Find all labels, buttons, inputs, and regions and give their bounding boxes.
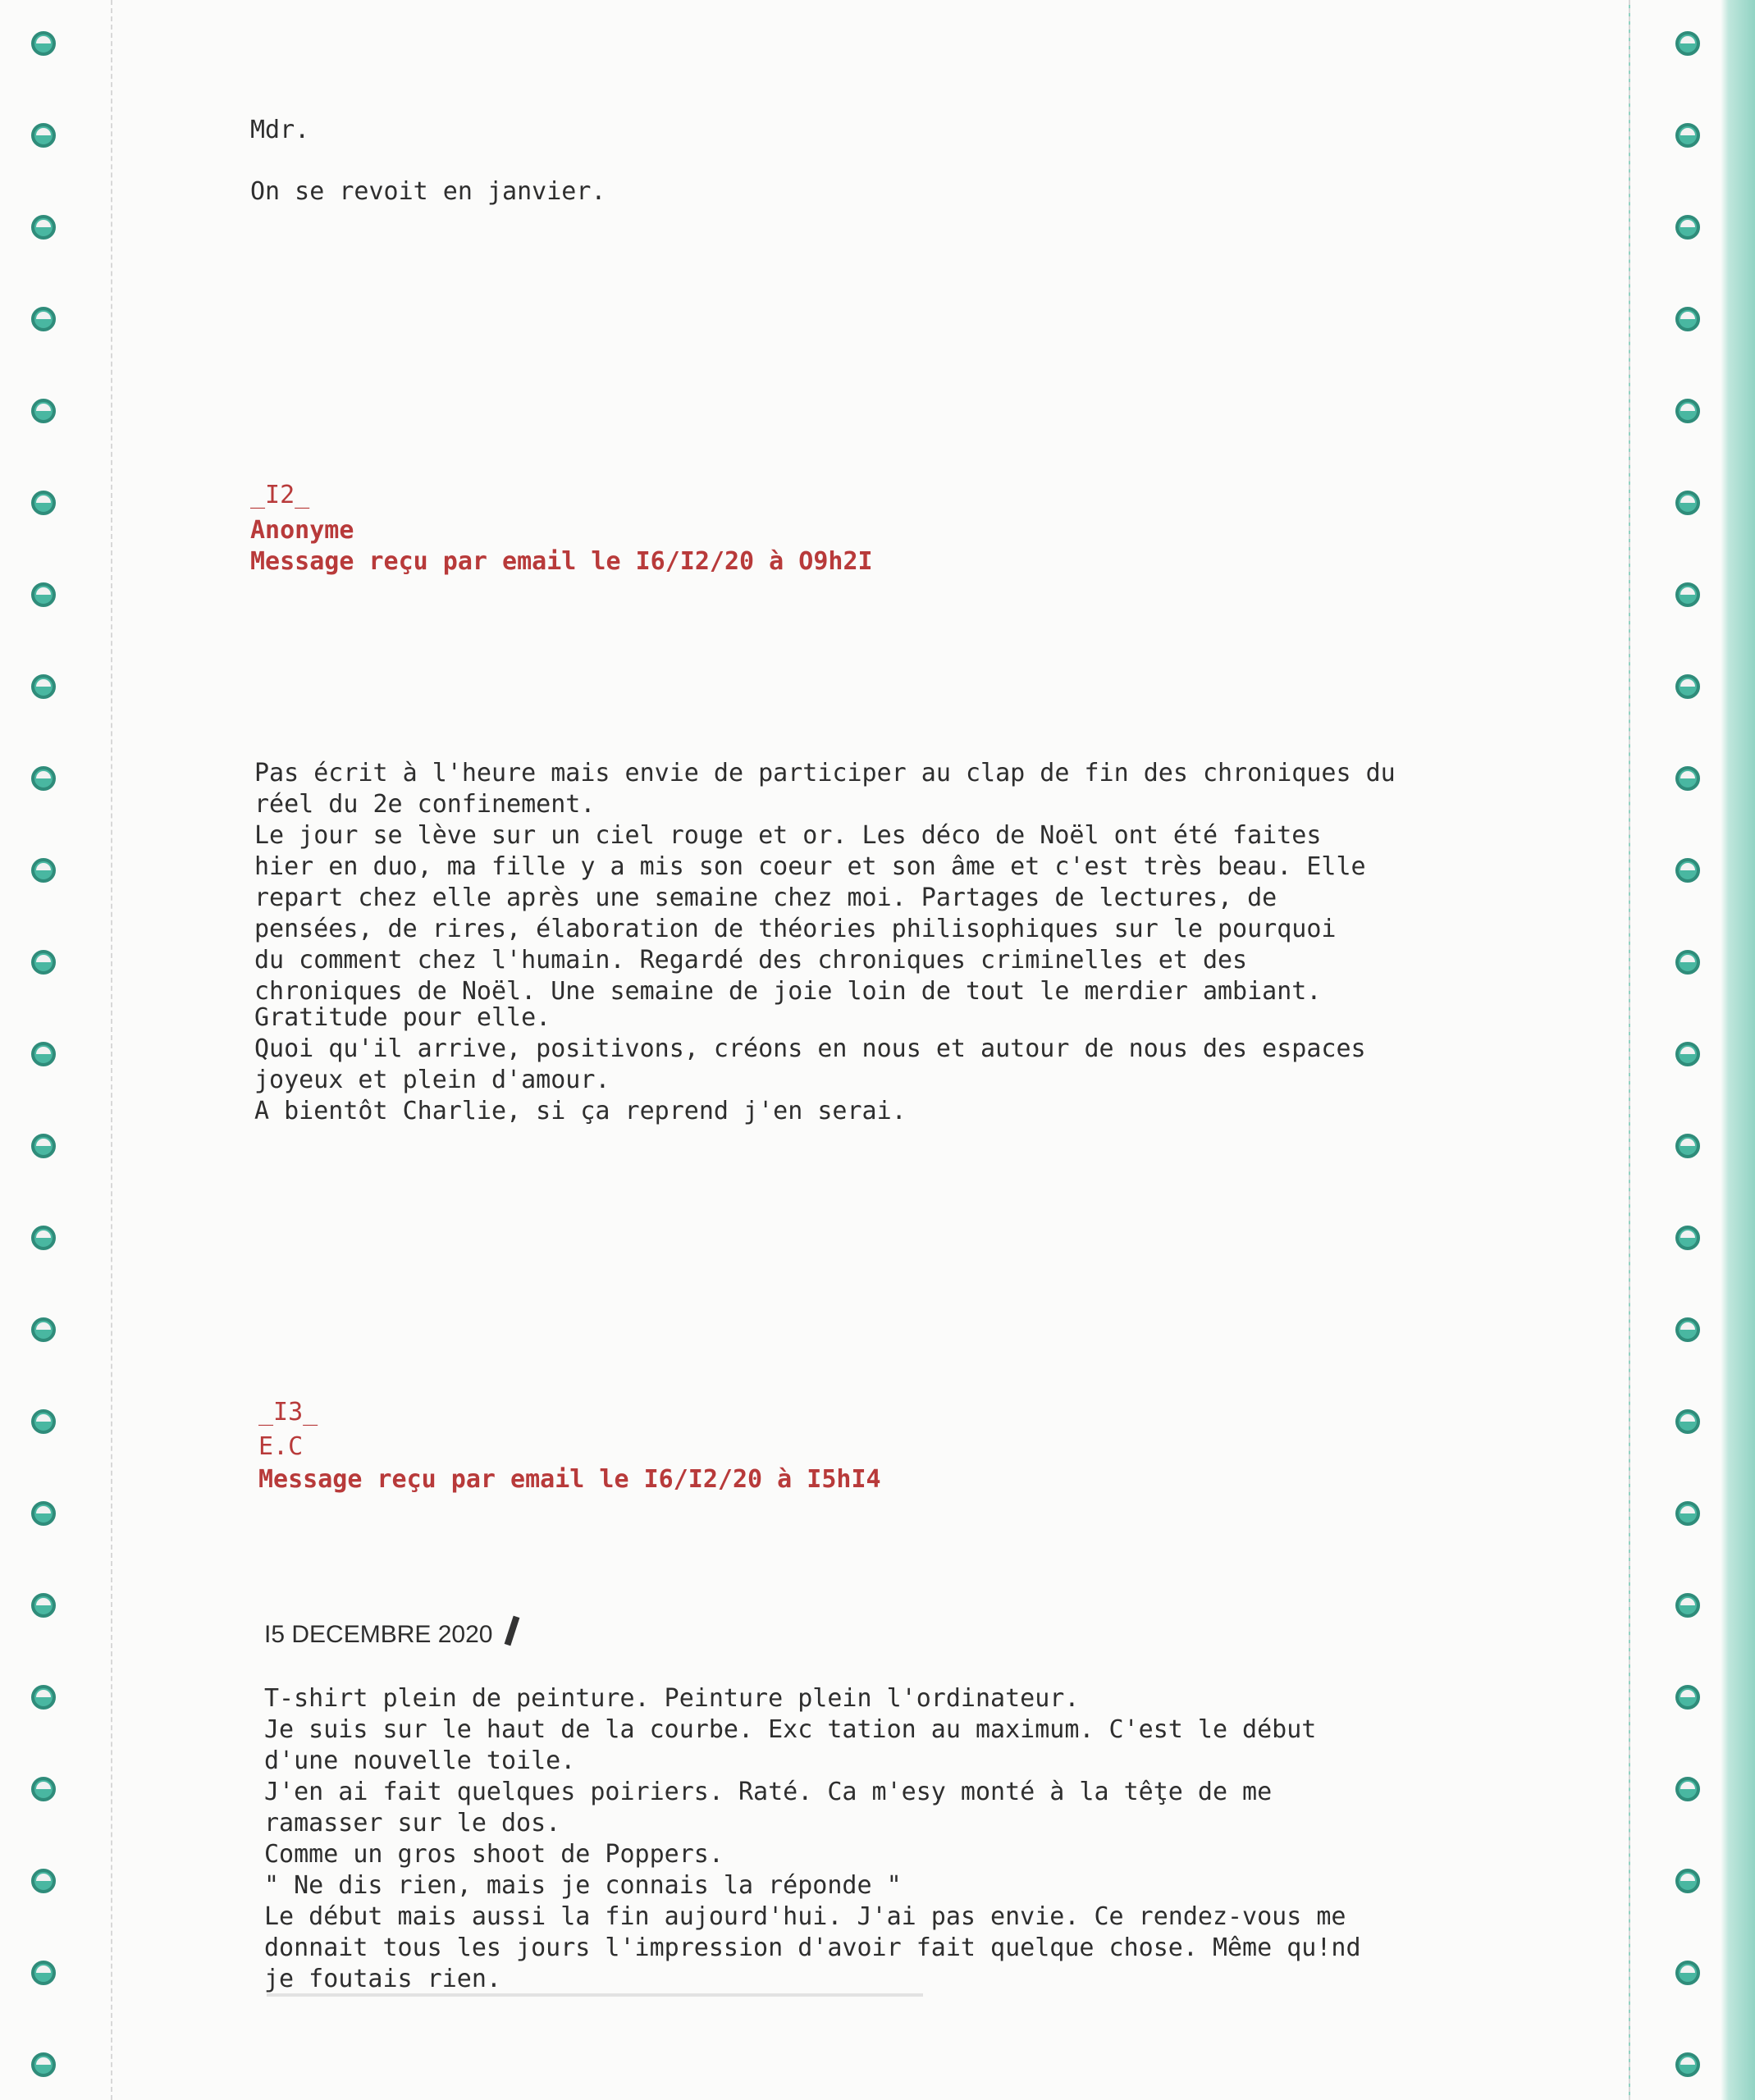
- sprocket-hole: [31, 766, 56, 791]
- entry-12-number: _I2_: [250, 481, 310, 509]
- sprocket-hole: [1675, 31, 1700, 56]
- entry-12-line: Le jour se lève sur un ciel rouge et or. Les déco de Noël ont été faites: [254, 821, 1322, 850]
- sprocket-hole: [1675, 307, 1700, 331]
- sprocket-hole: [31, 307, 56, 331]
- sprocket-hole: [31, 1409, 56, 1434]
- sprocket-hole: [1675, 1134, 1700, 1158]
- sprocket-hole: [31, 582, 56, 607]
- sprocket-hole: [1675, 1961, 1700, 1985]
- sprocket-hole: [1675, 1501, 1700, 1526]
- sprocket-hole: [1675, 1226, 1700, 1250]
- entry-12-line: réel du 2e confinement.: [254, 790, 596, 819]
- entry-12-line: hier en duo, ma fille y a mis son coeur et son âme et c'est très beau. Elle: [254, 852, 1366, 881]
- sprocket-hole: [1675, 399, 1700, 423]
- sprocket-hole: [31, 1777, 56, 1801]
- sprocket-hole: [31, 1685, 56, 1710]
- sprocket-hole: [31, 1042, 56, 1066]
- sprocket-hole: [1675, 1042, 1700, 1066]
- entry-13-author: E.C: [258, 1432, 304, 1461]
- sprocket-hole: [1675, 123, 1700, 148]
- sprocket-hole: [31, 31, 56, 56]
- sprocket-hole: [31, 674, 56, 699]
- sprocket-hole: [1675, 1317, 1700, 1342]
- sprocket-hole: [1675, 766, 1700, 791]
- sprocket-hole: [1675, 491, 1700, 515]
- sprocket-hole: [1675, 1777, 1700, 1801]
- sprocket-hole: [31, 1134, 56, 1158]
- entry-13-line: Le début mais aussi la fin aujourd'hui. J'ai pas envie. Ce rendez-vous me: [264, 1902, 1346, 1931]
- entry-12-line: A bientôt Charlie, si ça reprend j'en serai.: [254, 1097, 907, 1125]
- sprocket-hole: [31, 1961, 56, 1985]
- sprocket-hole: [31, 2052, 56, 2077]
- entry-13-date: I5 DECEMBRE 2020: [264, 1621, 493, 1648]
- top-line-2: On se revoit en janvier.: [250, 177, 606, 206]
- sprocket-hole: [31, 1226, 56, 1250]
- sprocket-hole: [1675, 1593, 1700, 1618]
- entry-12-line: Gratitude pour elle.: [254, 1003, 551, 1032]
- sprocket-hole: [31, 1869, 56, 1893]
- sprocket-hole: [31, 858, 56, 883]
- entry-13-line: je foutais rien.: [264, 1965, 501, 1993]
- entry-13-line: d'une nouvelle toile.: [264, 1746, 576, 1775]
- sprocket-hole: [1675, 1685, 1700, 1710]
- entry-13-number: _I3_: [258, 1398, 318, 1427]
- entry-12-line: du comment chez l'humain. Regardé des chroniques criminelles et des: [254, 946, 1248, 975]
- entry-12-received: Message reçu par email le I6/I2/20 à O9h2I: [250, 547, 873, 576]
- sprocket-hole: [1675, 2052, 1700, 2077]
- entry-12-line: pensées, de rires, élaboration de théories philisophiques sur le pourquoi: [254, 915, 1337, 943]
- sprocket-hole: [31, 215, 56, 240]
- entry-12-line: chroniques de Noël. Une semaine de joie loin de tout le merdier ambiant.: [254, 977, 1322, 1006]
- sprocket-hole: [1675, 215, 1700, 240]
- sprocket-hole: [31, 491, 56, 515]
- sprocket-hole: [1675, 950, 1700, 975]
- sprocket-hole: [31, 123, 56, 148]
- sprocket-hole: [31, 399, 56, 423]
- sprocket-hole: [1675, 1409, 1700, 1434]
- entry-13-line: T-shirt plein de peinture. Peinture plein l'ordinateur.: [264, 1684, 1080, 1713]
- sprocket-hole: [1675, 858, 1700, 883]
- entry-13-line: J'en ai fait quelques poiriers. Raté. Ca m'esy monté à la têţe de me: [264, 1778, 1273, 1806]
- entry-13-line: Je suis sur le haut de la courbe. Exc tation au maximum. C'est le début: [264, 1715, 1317, 1744]
- sprocket-hole: [1675, 582, 1700, 607]
- entry-13-line: donnait tous les jours l'impression d'avoir fait quelque chose. Même qu!nd: [264, 1933, 1361, 1962]
- entry-13-line: " Ne dis rien, mais je connais la réponde ": [264, 1871, 902, 1900]
- ink-smudge: [267, 1993, 923, 1997]
- entry-12-line: Pas écrit à l'heure mais envie de participer au clap de fin des chroniques du: [254, 759, 1396, 788]
- entry-12-line: repart chez elle après une semaine chez moi. Partages de lectures, de: [254, 883, 1277, 912]
- pen-mark: [505, 1616, 520, 1646]
- top-line-1: Mdr.: [250, 116, 310, 144]
- entry-13-line: ramasser sur le dos.: [264, 1809, 561, 1838]
- entry-13-received: Message reçu par email le I6/I2/20 à I5hI4: [258, 1465, 881, 1494]
- entry-12-author: Anonyme: [250, 516, 354, 545]
- entry-13-line: Comme un gros shoot de Poppers.: [264, 1840, 724, 1869]
- sprocket-hole: [31, 1317, 56, 1342]
- entry-12-line: Quoi qu'il arrive, positivons, créons en nous et autour de nous des espaces: [254, 1034, 1366, 1063]
- entry-12-line: joyeux et plein d'amour.: [254, 1066, 610, 1094]
- sprocket-hole: [1675, 674, 1700, 699]
- sprocket-hole: [31, 1501, 56, 1526]
- sprocket-hole: [31, 1593, 56, 1618]
- sprocket-hole: [31, 950, 56, 975]
- sprocket-hole: [1675, 1869, 1700, 1893]
- left-tractor-strip: [0, 0, 112, 2100]
- right-tractor-strip: [1629, 0, 1755, 2100]
